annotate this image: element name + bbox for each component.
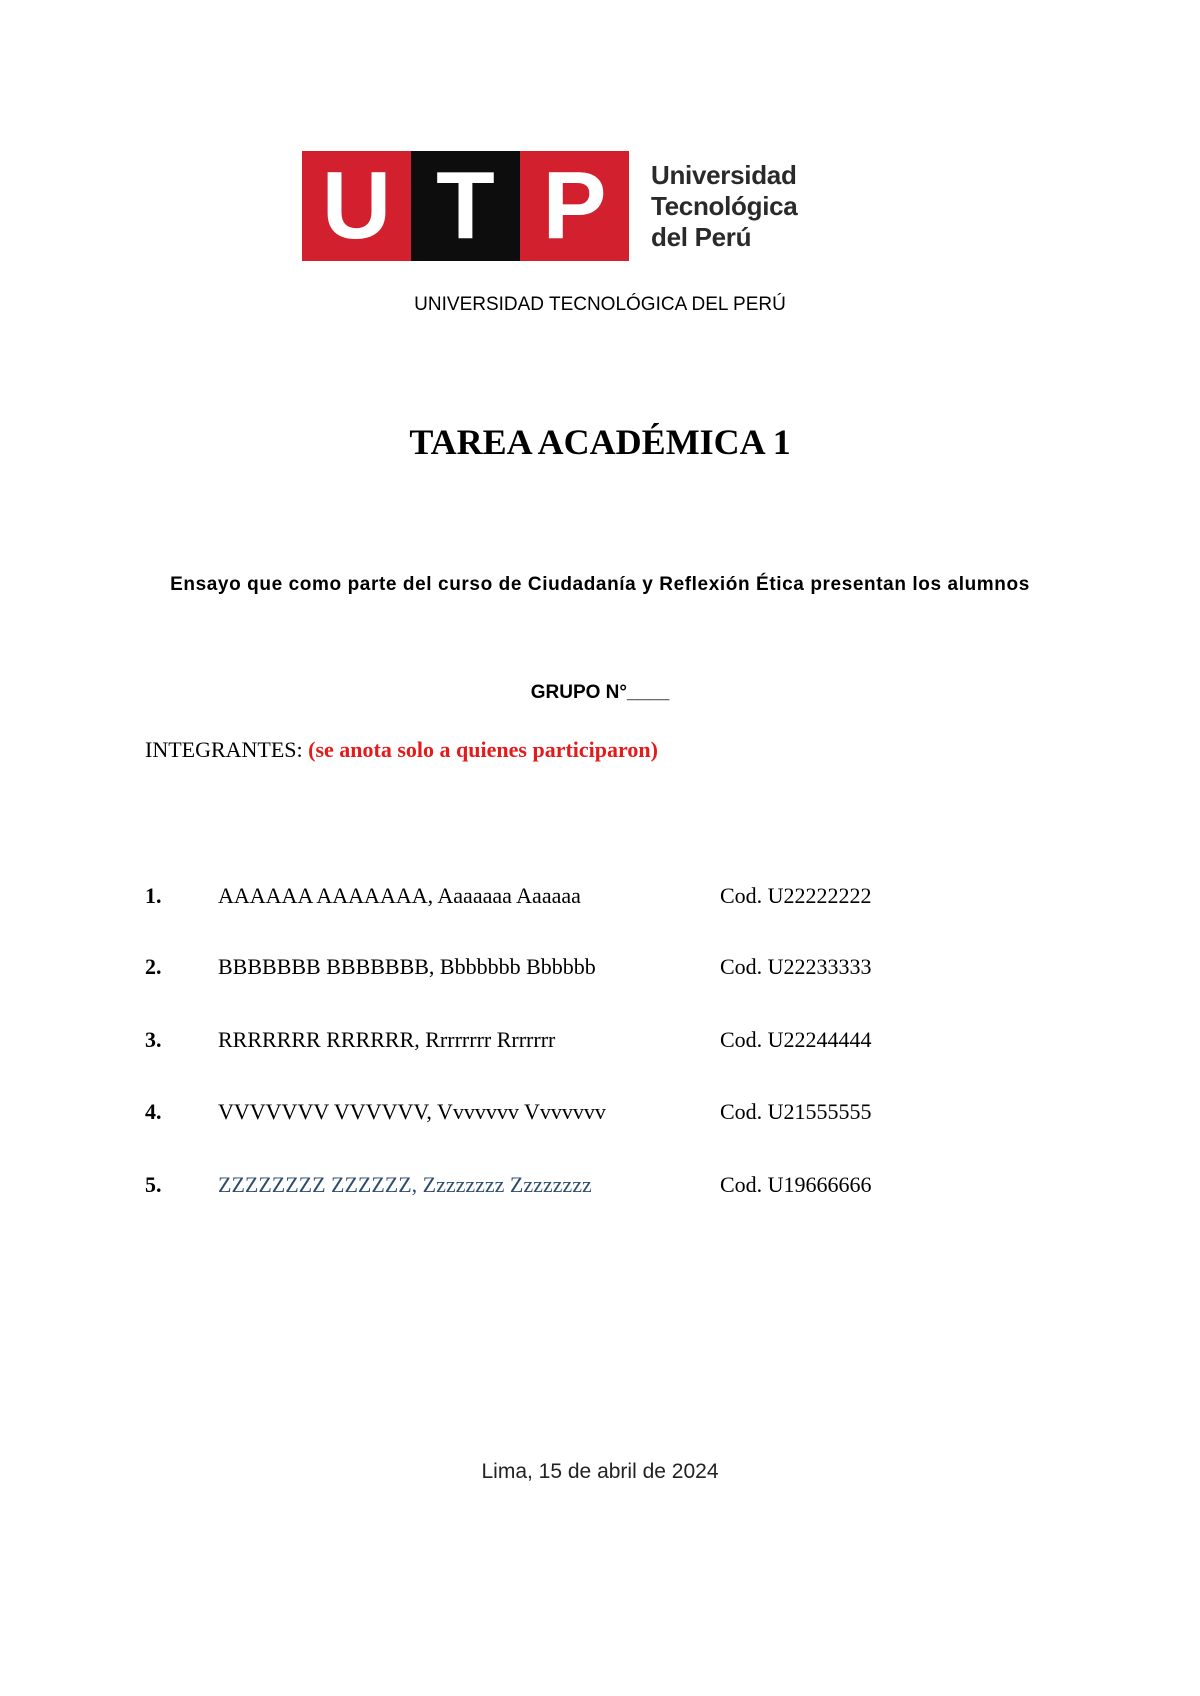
document-subtitle: Ensayo que como parte del curso de Ciudadanía y Reflexión Ética presentan los alumnos: [170, 574, 1030, 595]
logo-letter-t: T: [411, 151, 520, 261]
member-code: Cod. U19666666: [720, 1172, 872, 1197]
logo-letter-u: U: [302, 151, 411, 261]
logo-name-line-1: Universidad: [651, 159, 797, 190]
member-number: 2.: [145, 954, 162, 979]
member-number: 4.: [145, 1099, 162, 1124]
member-number: 3.: [145, 1027, 162, 1052]
member-row: [0, 1172, 1200, 1202]
member-row: [0, 883, 1200, 913]
member-row: [0, 1099, 1200, 1129]
member-name: BBBBBBB BBBBBBB, Bbbbbbb Bbbbbb: [218, 954, 596, 979]
member-row: [0, 954, 1200, 984]
member-row: [0, 1027, 1200, 1057]
members-label: INTEGRANTES:: [145, 737, 303, 762]
logo-letter-p: P: [520, 151, 629, 261]
member-number: 5.: [145, 1172, 162, 1197]
utp-logo: [302, 151, 797, 261]
member-code: Cod. U22233333: [720, 954, 872, 979]
logo-name-line-2: Tecnológica: [651, 190, 798, 221]
group-number: GRUPO N°____: [530, 682, 670, 703]
member-number: 1.: [145, 883, 162, 908]
document-title: TAREA ACADÉMICA 1: [409, 422, 791, 462]
members-note: (se anota solo a quienes participaron): [308, 737, 658, 762]
member-code: Cod. U21555555: [720, 1099, 872, 1124]
member-name: RRRRRRR RRRRRR, Rrrrrrrr Rrrrrrr: [218, 1027, 556, 1052]
logo-name: [651, 151, 797, 261]
members-heading: [145, 737, 658, 763]
logo-name-line-3: del Perú: [651, 221, 752, 252]
member-code: Cod. U22244444: [720, 1027, 872, 1052]
member-name: ZZZZZZZZ ZZZZZZ, Zzzzzzzz Zzzzzzzz: [218, 1172, 592, 1197]
document-date: Lima, 15 de abril de 2024: [481, 1460, 719, 1483]
member-name: AAAAAA AAAAAAA, Aaaaaaa Aaaaaa: [218, 883, 581, 908]
university-name: UNIVERSIDAD TECNOLÓGICA DEL PERÚ: [414, 294, 786, 315]
member-code: Cod. U22222222: [720, 883, 872, 908]
member-name: VVVVVVV VVVVVV, Vvvvvvv Vvvvvvv: [218, 1099, 606, 1124]
